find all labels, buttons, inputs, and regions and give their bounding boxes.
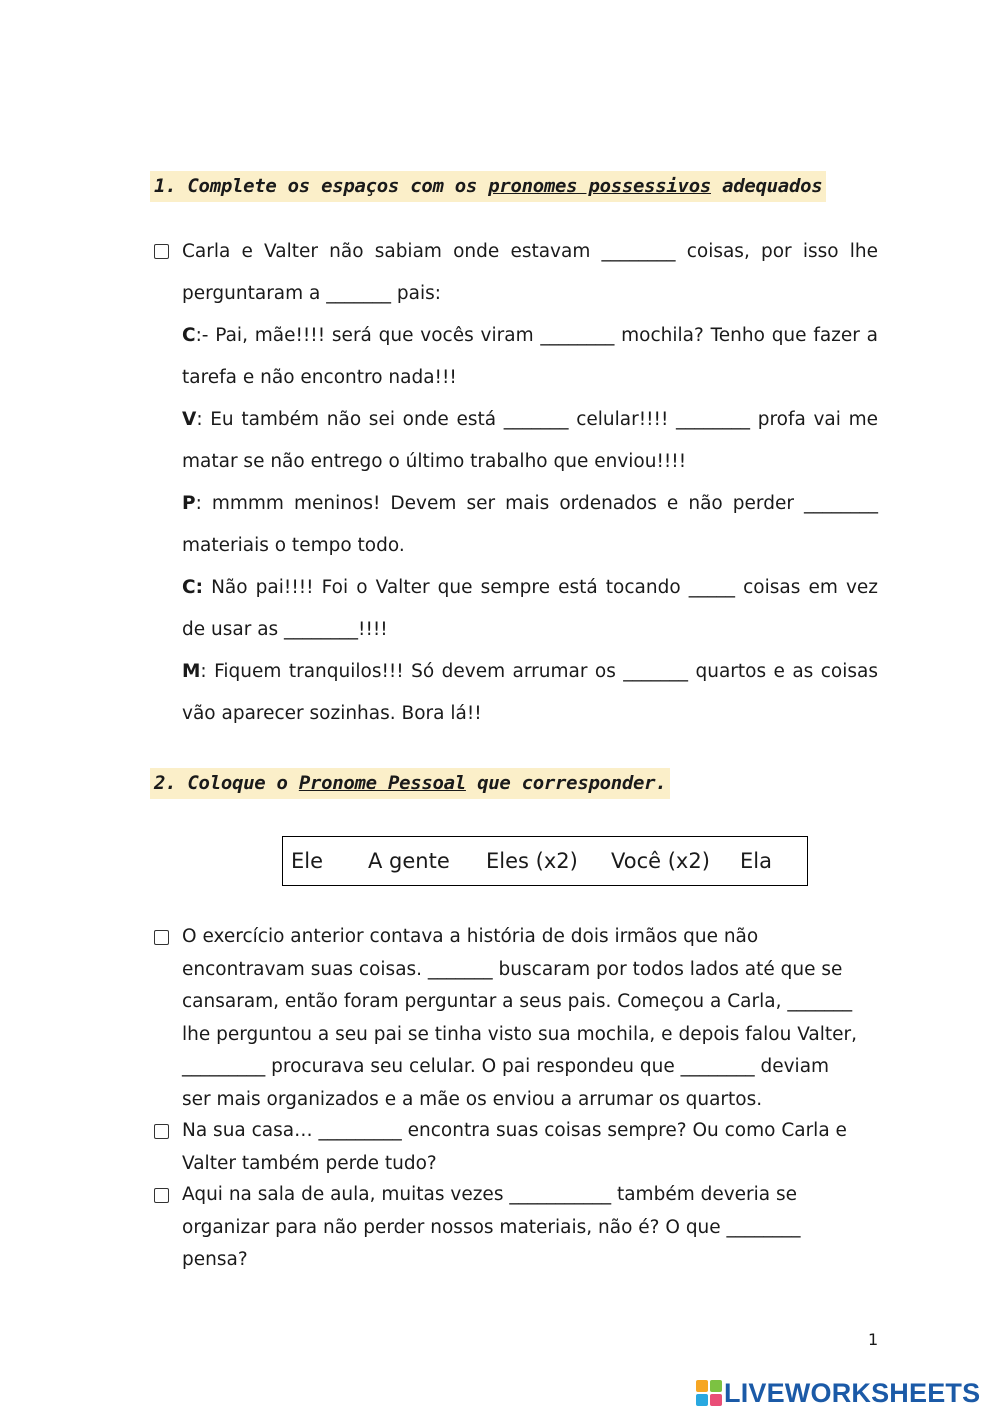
- logo-tile: [696, 1394, 708, 1406]
- word-bank-item: Você (x2): [611, 849, 710, 873]
- word-bank-item: Ele: [291, 849, 324, 873]
- section-1-number: 1.: [154, 175, 177, 197]
- exercise-1-checkbox[interactable]: [154, 244, 169, 259]
- section-2-heading: [150, 768, 670, 799]
- section-2-title-end: que corresponder.: [477, 772, 667, 794]
- word-bank-item: A gente: [368, 849, 450, 873]
- word-bank-item: Eles (x2): [486, 849, 578, 873]
- logo-text: LIVEWORKSHEETS: [724, 1377, 981, 1408]
- page-number: 1: [868, 1330, 879, 1349]
- dialogue-line: Carla e Valter não sabiam onde estavam ________ coisas, por isso lhe perguntaram a _______ pais:: [182, 241, 878, 304]
- dialogue-line: M: Fiquem tranquilos!!! Só devem arrumar os _______ quartos e as coisas vão aparecer sozinhas. Bora lá!!: [182, 661, 878, 724]
- speaker-v: V: [182, 409, 197, 430]
- liveworksheets-logo: [696, 1378, 980, 1408]
- section-1-heading: [150, 171, 826, 202]
- section-1-title-start: Complete os espaços com os: [187, 175, 478, 197]
- speaker-p: P: [182, 493, 196, 514]
- exercise-2-item-1-text: O exercício anterior contava a história de dois irmãos que não encontravam suas coisas. _______ buscaram por todos lados até que se cansaram, então foram perguntar a seus pais. Começou a Carla, _______ lhe perguntou a seu pai se tinha visto sua mochila, e depois falou Valter, _________ procurava seu celular. O pai respondeu que ________ deviam ser mais organizados e a mãe os enviou a arrumar os quartos.: [182, 926, 858, 1110]
- speaker-c: C: [182, 325, 196, 346]
- dialogue-line: V: Eu também não sei onde está _______ celular!!!! ________ profa vai me matar se não entrego o último trabalho que enviou!!!!: [182, 409, 878, 472]
- speaker-c: C:: [182, 577, 203, 598]
- section-2-number: 2.: [154, 772, 177, 794]
- logo-tile: [710, 1380, 722, 1392]
- dialogue-line: P: mmmm meninos! Devem ser mais ordenados e não perder ________ materiais o tempo todo.: [182, 493, 878, 556]
- dialogue-line: C:- Pai, mãe!!!! será que vocês viram ________ mochila? Tenho que fazer a tarefa e não encontro nada!!!: [182, 325, 878, 388]
- section-1-title-underlined: pronomes possessivos: [488, 175, 711, 197]
- exercise-2-item-1-checkbox[interactable]: [154, 930, 169, 945]
- logo-icon: [696, 1380, 722, 1406]
- exercise-1-text: [182, 231, 878, 735]
- logo-tile: [710, 1394, 722, 1406]
- dialogue-line: C: Não pai!!!! Foi o Valter que sempre está tocando _____ coisas em vez de usar as ________!!!!: [182, 577, 878, 640]
- exercise-2-item-3-text: Aqui na sala de aula, muitas vezes ___________ também deveria se organizar para não perder nossos materiais, não é? O que ________ pensa?: [182, 1184, 801, 1270]
- word-bank: [282, 836, 808, 886]
- exercise-2-item-3-checkbox[interactable]: [154, 1188, 169, 1203]
- logo-tile: [696, 1380, 708, 1392]
- exercise-2-item-2-checkbox[interactable]: [154, 1124, 169, 1139]
- section-2-title-underlined: Pronome Pessoal: [298, 772, 466, 794]
- exercise-2-item-2-text: Na sua casa… _________ encontra suas coisas sempre? Ou como Carla e Valter também perde tudo?: [182, 1120, 847, 1174]
- speaker-m: M: [182, 661, 201, 682]
- word-bank-item: Ela: [740, 849, 772, 873]
- section-2-title-start: Coloque o: [187, 772, 288, 794]
- section-1-title-end: adequados: [722, 175, 823, 197]
